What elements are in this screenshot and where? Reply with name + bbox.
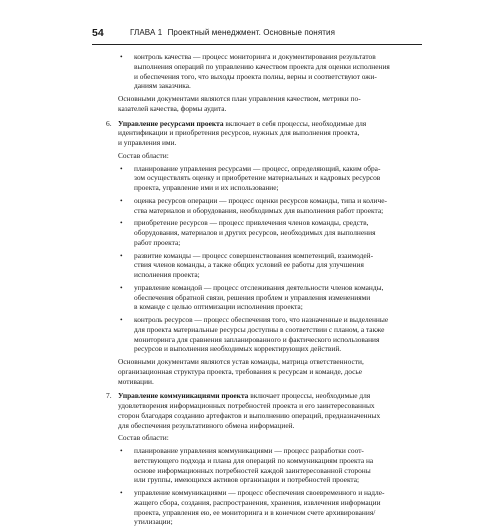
text-line: даниям заказчика. — [134, 81, 191, 91]
text-line: Основными документами являются план управления качеством, метрики по- — [118, 94, 361, 103]
page-number: 54 — [92, 27, 104, 39]
text-line: обеспечения обратной связи, решения проблем и управления изменениями — [134, 292, 371, 302]
text-line: выполнения операций по управлению качеством проекта для оценки исполнения — [134, 61, 390, 71]
text-line: оценка ресурсов операции — процесс оценки ресурсов команды, типа и количе- — [134, 195, 387, 205]
text-line: казателей качества, формы аудита. — [118, 103, 227, 113]
text-line: проекта, управление ими и их использование; — [134, 183, 279, 192]
text-line: приобретение ресурсов — процесс привлечения членов команды, средств, — [134, 218, 369, 228]
bullet-communications-management — [92, 488, 422, 527]
text-line: исполнения проекта; — [134, 270, 200, 279]
text-line: для проекта материальные ресурсы доступны в соответствии с планом, а также — [134, 324, 385, 334]
numbered-item-6 — [92, 119, 422, 148]
item-title: Управление коммуникациями проекта — [118, 391, 249, 401]
text-line: планирование управления коммуникациями — процесс разработки соот- — [134, 446, 364, 455]
text-line: развитие команды — процесс совершенствования компетенций, взаимодей- — [134, 250, 374, 260]
text-line: ства материалов и оборудования, необходимых для выполнения работ проекта; — [134, 205, 384, 215]
text-line: оборудования, материалов и других ресурсов, необходимых для выполнения — [134, 228, 376, 237]
numbered-item-7 — [92, 391, 422, 430]
quality-documents-paragraph — [92, 94, 422, 114]
bullet-marker: • — [120, 282, 123, 292]
chapter-heading — [130, 27, 335, 39]
bullet-team-development — [92, 251, 422, 280]
text-line: работ проекта; — [134, 237, 181, 247]
item-title: Управление ресурсами проекта — [118, 118, 224, 128]
text-line: и обеспечения того, что выходы проекта полны, верны и соответствуют ожи- — [134, 71, 377, 81]
chapter-label: ГЛАВА 1 — [130, 28, 163, 37]
text-line: для обеспечения результативного обмена информацией. — [118, 420, 295, 430]
text-line: идентификации и приобретения ресурсов, нужных для выполнения проекта, — [118, 128, 360, 138]
bullet-marker: • — [120, 250, 123, 260]
text-line: планирование управления ресурсами — процесс, определяющий, каким обра- — [134, 163, 381, 173]
bullet-team-management — [92, 283, 422, 312]
text-line: зом осуществлять оценку и приобретение материальных и кадровых ресурсов — [134, 173, 381, 183]
bullet-resource-acquisition — [92, 218, 422, 247]
bullet-marker: • — [120, 315, 123, 324]
bullet-resource-planning — [92, 164, 422, 193]
bullet-resource-control — [92, 315, 422, 354]
header-rule — [92, 44, 422, 45]
text-line: и управления ими. — [118, 138, 177, 147]
text-line: жащего сбора, создания, распространения, хранения, извлечения информации — [134, 497, 381, 507]
item-number: 7. — [106, 391, 112, 401]
item-number: 6. — [106, 118, 112, 128]
bullet-communications-planning — [92, 446, 422, 485]
text-line: управление коммуникациями — процесс обеспечения своевременного и надле- — [134, 488, 385, 497]
text-line: в команде с целью оптимизации исполнения проекта; — [134, 302, 303, 312]
bullet-quality-control — [92, 52, 422, 91]
text-line: включает процессы, необходимые для — [250, 391, 371, 401]
bullet-resource-estimation — [92, 196, 422, 216]
text-line: управление командой — процесс отслеживания деятельности членов команды, — [134, 282, 384, 292]
text-line: удовлетворения информационных потребностей проекта и его заинтересованных — [118, 401, 375, 410]
bullet-marker: • — [120, 218, 123, 228]
text-line: контроль качества — процесс мониторинга и документирования результатов — [134, 52, 376, 61]
text-line: Основными документами являются устав команды, матрица ответственности, — [118, 357, 364, 366]
text-line: ресурсов и выполнения необходимых корректирующих действий. — [134, 344, 342, 354]
text-line: ствия членов команды, а также общих условий ее работы для улучшения — [134, 260, 364, 270]
text-line: мониторинга для сравнения запланированного и фактического использования — [134, 334, 380, 344]
bullet-marker: • — [120, 195, 123, 205]
text-line: мотивации. — [118, 376, 154, 386]
text-line: утилизации; — [134, 517, 173, 527]
text-line: основе информационных потребностей каждой заинтересованной стороны — [134, 465, 371, 475]
text-line: организационная структура проекта, требования к ресурсам и команде, досье — [118, 366, 363, 376]
text-line: контроль ресурсов — процесс обеспечения того, что назначенные и выделенные — [134, 315, 389, 324]
resource-documents-paragraph — [92, 357, 422, 386]
text-line: или группы, имеющихся активов организации и потребностей проекта; — [134, 475, 360, 485]
text-line: ветствующего подхода и плана для операций по коммуникациям проекта на — [134, 455, 374, 465]
chapter-title: Проектный менеджмент. Основные понятия — [167, 28, 336, 37]
bullet-marker: • — [120, 446, 123, 455]
scope-label: Состав области: — [118, 433, 169, 443]
text-line: сторон благодаря созданию артефактов и выполнению операций, предназначенных — [118, 410, 381, 420]
bullet-marker: • — [120, 488, 123, 497]
page-body — [92, 52, 422, 527]
bullet-marker: • — [120, 52, 123, 61]
text-line: включает в себя процессы, необходимые для — [225, 118, 367, 128]
bullet-marker: • — [120, 163, 123, 173]
running-header — [92, 26, 424, 42]
scope-label: Состав области: — [118, 150, 169, 160]
text-line: проекта, управления ею, ее мониторинга и в конечном счете архивирования/ — [134, 507, 376, 517]
